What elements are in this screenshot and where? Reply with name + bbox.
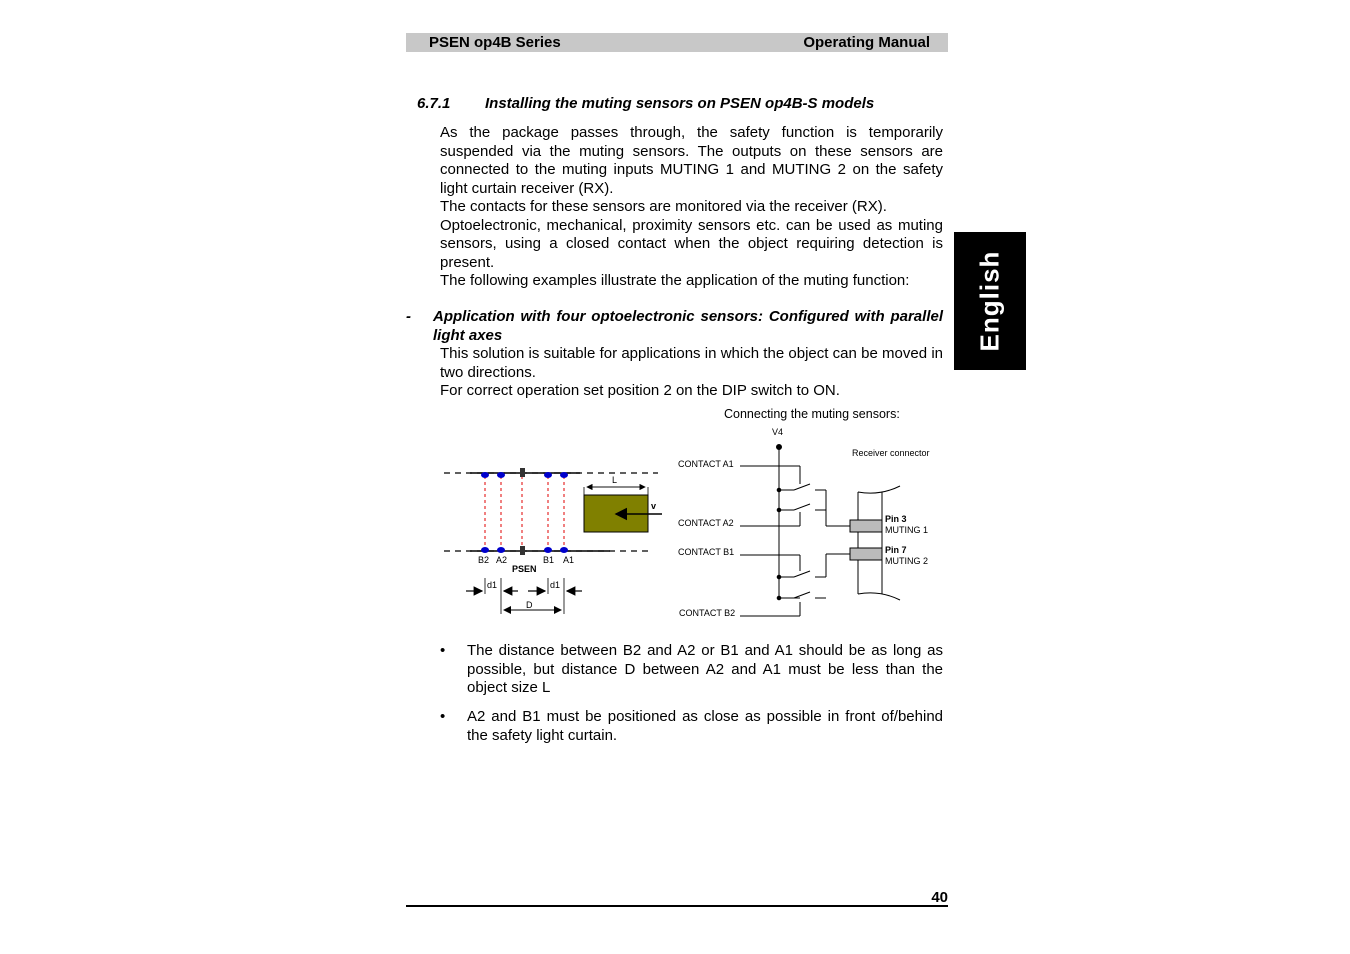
v4-label: V4 (772, 427, 784, 437)
intro-paragraph: Optoelectronic, mechanical, proximity sensors etc. can be used as muting sensors, using a closed contact when the object requiring detection is present. (440, 216, 943, 271)
d1-right-label: d1 (550, 580, 561, 590)
intro-paragraph: The contacts for these sensors are monitored via the receiver (RX). (440, 198, 887, 215)
application-paragraph: For correct operation set position 2 on the DIP switch to ON. (440, 382, 840, 399)
pin7-socket (850, 548, 882, 560)
dash-marker: - (406, 308, 411, 325)
bullet-text: The distance between B2 and A2 or B1 and A1 should be as long as possible, but distance D between A2 and A1 must be less than the object size L (467, 642, 943, 696)
application-heading (406, 308, 943, 345)
bullet-text: A2 and B1 must be positioned as close as possible in front of/behind the safety light curtain. (467, 708, 943, 744)
diagram-caption: Connecting the muting sensors: (724, 407, 900, 421)
b1-label: B1 (543, 555, 555, 565)
header-series: PSEN op4B Series (429, 34, 561, 51)
section-number: 6.7.1 (417, 95, 451, 112)
page-number: 40 (931, 889, 948, 906)
contact-a1-label: CONTACT A1 (678, 459, 734, 469)
muting1-label: MUTING 1 (885, 525, 929, 535)
contact-b2-label: CONTACT B2 (679, 608, 736, 618)
contact-b1-label: CONTACT B1 (678, 547, 735, 557)
sensor-dots (481, 472, 568, 553)
contact-a2-label: CONTACT A2 (678, 518, 734, 528)
b2-label: B2 (478, 555, 490, 565)
muting-diagram (440, 420, 950, 630)
bullet-item (440, 708, 943, 745)
pin7-label: Pin 7 (885, 545, 907, 555)
language-label: English (974, 250, 1005, 352)
pin3-label: Pin 3 (885, 514, 907, 524)
section-heading: Installing the muting sensors on PSEN op4B-S models (485, 95, 875, 112)
page-header (406, 33, 948, 52)
psen-bottom-unit (520, 546, 525, 555)
section-title (417, 95, 874, 112)
bullet-item (440, 642, 943, 698)
wiring-schematic (678, 427, 930, 618)
a1-label: A1 (563, 555, 575, 565)
bullet-dot: • (440, 708, 446, 725)
switch-contacts (777, 484, 826, 600)
sensor-layout (444, 468, 662, 614)
intro-paragraph: As the package passes through, the safety function is temporarily suspended via the muting sensors. The outputs on these sensors are connected to the muting inputs MUTING 1 and MUTING 2 on the safety light curtain receiver (RX). (440, 124, 943, 197)
psen-top-unit (520, 468, 525, 477)
footer-rule (406, 905, 948, 907)
bullet-dot: • (440, 642, 446, 659)
muting2-label: MUTING 2 (885, 556, 929, 566)
header-manual: Operating Manual (803, 34, 930, 51)
application-paragraph: This solution is suitable for applications in which the object can be moved in two directions. (440, 345, 943, 381)
l-label: L (612, 475, 618, 485)
application-heading-text: Application with four optoelectronic sensors: Configured with parallel light axes (433, 308, 943, 344)
a2-label: A2 (496, 555, 508, 565)
velocity-label: v (651, 501, 657, 511)
language-tab (954, 232, 1026, 370)
application-text (440, 345, 943, 401)
d-label: D (526, 600, 533, 610)
muting-beams (485, 476, 564, 548)
psen-label: PSEN (512, 564, 537, 574)
intro-paragraph: The following examples illustrate the application of the muting function: (440, 272, 910, 289)
pin3-socket (850, 520, 882, 532)
intro-text (440, 124, 943, 291)
d1-left-label: d1 (487, 580, 498, 590)
receiver-connector-label: Receiver connector (852, 448, 930, 458)
